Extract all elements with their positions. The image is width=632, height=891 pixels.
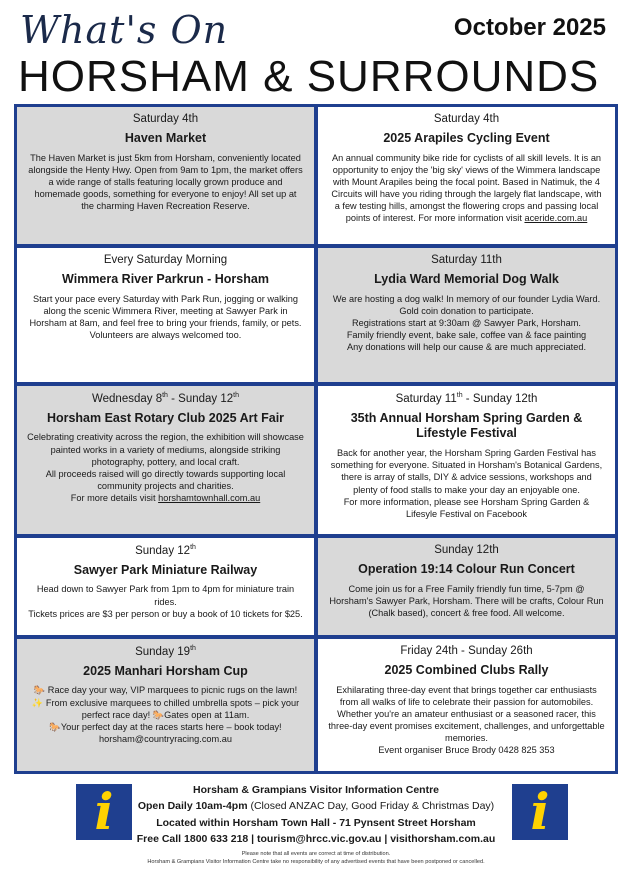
event-title: 2025 Arapiles Cycling Event xyxy=(383,131,550,145)
event-title: Sawyer Park Miniature Railway xyxy=(73,562,258,577)
centre-name: Horsham & Grampians Visitor Information Centre xyxy=(192,784,440,796)
event-title: 35th Annual Horsham Spring Garden & Lifestyle Festival xyxy=(350,410,583,441)
event-date: Sunday 19th xyxy=(135,645,196,658)
event-horsham-cup xyxy=(17,639,314,771)
month-title: October 2025 xyxy=(453,14,606,41)
event-title: Lydia Ward Memorial Dog Walk xyxy=(374,272,559,286)
event-art-fair xyxy=(17,386,314,534)
event-description: An annual community bike ride for cyclists of all skill levels. It is an opportunity to enjoy the 'big sky' views of the Wimmera landscape with Mount Arapiles being the focal point. Based in Natimuk, the 4 Circuits will have you riding through the largely flat landscape, with a few testing hills, amongst the flowering crops and passing local points of interest. For more information visit aceride.com.au xyxy=(331,152,602,224)
event-title: Operation 19:14 Colour Run Concert xyxy=(358,562,575,576)
event-title: Haven Market xyxy=(124,131,207,145)
event-description: Back for another year, the Horsham Spring Garden Festival has something for everyone. Situated in Horsham's Botanical Gardens, there is array of stalls, DIY & advice sessions, workshops and plenty of food stalls to make your day an enjoyable one. For more information, please see Horsham Spring Garden & Lifesyle Festival on Facebook xyxy=(330,448,603,519)
event-description: The Haven Market is just 5km from Horsham, conveniently located alongside the Henty Hwy. Open from 9am to 1pm, the market offers a wide range of stalls featuring locally grown produce and homemade goods, something for everyone to enjoy! All set up at the charming Haven Recreation Reserve. xyxy=(28,152,303,212)
event-parkrun xyxy=(17,248,314,382)
event-description: Exhilarating three-day event that brings together car enthusiasts from all walks of life to celebrate their passion for automobiles. Whether you're an amateur enthusiast or a seasoned racer, this three-day event promises excitement, challenges, and unforgettable memories. Event organiser Bruce Brody 0428 825 353 xyxy=(328,684,605,756)
event-title: 2025 Manhari Horsham Cup xyxy=(83,663,248,678)
event-description: 🐎 Race day your way, VIP marquees to picnic rugs on the lawn! ✨ From exclusive marquees to chilled umbrella spots – pick your perfect race day! 🐎Gates open at 11am. 🐎Your perfect day at the races starts here – book today! horsham@countryracing.com.au xyxy=(27,684,304,745)
event-combined-clubs-rally xyxy=(318,639,615,771)
event-description: Start your pace every Saturday with Park Run, jogging or walking along the scenic Wimmera River, meeting at Sawyer Park in Horsham at 8am, and feel free to bring your friends, family, or pets. Volunteers are always welcomed too. xyxy=(29,293,302,341)
main-title: HORSHAM & SURROUNDS xyxy=(18,52,600,101)
event-title: Horsham East Rotary Club 2025 Art Fair xyxy=(46,410,285,425)
event-title: 2025 Combined Clubs Rally xyxy=(384,663,549,677)
event-date: Saturday 11th - Sunday 12th xyxy=(395,392,538,405)
disclaimer: Please note that all events are correct at time of distribution. Horsham & Grampians Visitor Information Centre take no responsibility of any advertised events that have been postponed or cancelled. xyxy=(147,851,485,866)
event-dog-walk xyxy=(318,248,615,382)
event-description: Come join us for a Free Family friendly fun time, 5-7pm @ Horsham's Sawyer Park, Horsham. There will be crafts, Colour Run (Chalk based), concert & free food. All welcome. xyxy=(329,583,604,618)
visitor-centre-info xyxy=(136,782,496,847)
townhall-link[interactable]: horshamtownhall.com.au xyxy=(158,493,261,504)
aceride-link[interactable]: aceride.com.au xyxy=(524,213,588,224)
event-miniature-railway xyxy=(17,538,314,635)
page-header xyxy=(0,0,632,108)
event-arapiles-cycling xyxy=(318,107,615,244)
info-logo-left xyxy=(76,784,132,840)
whats-on-script-title: What's On xyxy=(20,8,229,52)
event-date: Sunday 12th xyxy=(434,544,499,556)
event-description: Celebrating creativity across the region, the exhibition will showcase painted works in a variety of mediums, alongside striking photography, pottery, and local craft. All proceeds raised will go directly towards supporting local community projects and charities. For more details visit horshamtownhall.com.au xyxy=(27,432,304,504)
event-date: Friday 24th - Sunday 26th xyxy=(400,645,533,657)
event-description: We are hosting a dog walk! In memory of our founder Lydia Ward. Gold coin donation to participate. Registrations start at 9:30am @ Sawyer Park, Horsham. Family friendly event, bake sale, coffee van & face painting Any donations will help our cause & are much appreciated. xyxy=(332,293,601,353)
centre-contact: Free Call 1800 633 218 | tourism@hrcc.vic.gov.au | visithorsham.com.au xyxy=(136,832,496,845)
event-date: Every Saturday Morning xyxy=(103,254,228,266)
events-grid xyxy=(14,104,618,774)
page-footer xyxy=(0,778,632,891)
opening-hours: Open Daily 10am-4pm (Closed ANZAC Day, Good Friday & Christmas Day) xyxy=(137,800,495,813)
info-icon: i xyxy=(530,782,550,841)
event-colour-run xyxy=(318,538,615,635)
event-date: Saturday 4th xyxy=(132,113,199,125)
event-spring-garden xyxy=(318,386,615,534)
info-logo-right xyxy=(512,784,568,840)
centre-location: Located within Horsham Town Hall - 71 Pynsent Street Horsham xyxy=(156,816,476,829)
event-haven-market xyxy=(17,107,314,244)
info-icon: i xyxy=(94,782,114,841)
event-description: Head down to Sawyer Park from 1pm to 4pm for miniature train rides. Tickets prices are $3 per person or buy a book of 10 tickets for $25. xyxy=(28,584,303,619)
racing-email: horsham@countryracing.com.au xyxy=(99,734,232,745)
event-date: Sunday 12th xyxy=(135,544,196,557)
event-title: Wimmera River Parkrun - Horsham xyxy=(62,272,269,286)
event-date: Saturday 4th xyxy=(433,113,500,125)
event-date: Wednesday 8th - Sunday 12th xyxy=(91,392,240,405)
event-date: Saturday 11th xyxy=(431,254,502,266)
